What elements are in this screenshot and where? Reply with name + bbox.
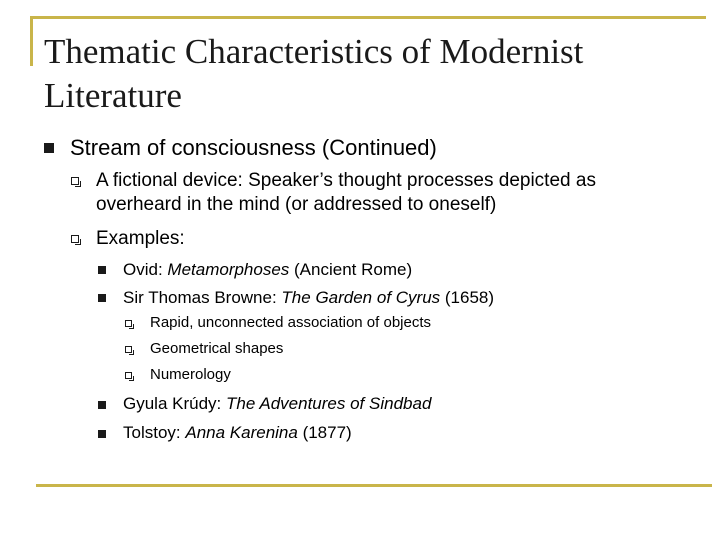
example-work: Anna Karenina [185, 423, 298, 442]
example-author: Sir Thomas Browne: [123, 288, 282, 307]
example-ovid [123, 258, 412, 282]
square-bullet-icon [98, 430, 106, 438]
frame-bottom-line [36, 484, 712, 487]
square-bullet-icon [98, 266, 106, 274]
example-krudy [123, 392, 431, 416]
example-work: The Garden of Cyrus [281, 288, 441, 307]
example-note: (1658) [440, 288, 495, 307]
slide-title: Thematic Characteristics of Modernist Literature [44, 32, 584, 115]
browne-sub-item: Numerology [150, 366, 231, 383]
square-bullet-icon [98, 294, 106, 302]
checkbox-bullet-icon [125, 320, 132, 327]
square-bullet-icon [44, 143, 54, 153]
bullet-fictional-device: A fictional device: Speaker’s thought processes depicted as overheard in the mind (or addressed to oneself) [96, 170, 596, 215]
frame-left-line [30, 16, 33, 66]
frame-top-line [30, 16, 706, 19]
example-work: Metamorphoses [167, 260, 290, 279]
checkbox-bullet-icon [71, 235, 79, 243]
example-work: The Adventures of Sindbad [226, 394, 432, 413]
bullet-examples: Examples: [96, 228, 185, 249]
example-author: Gyula Krúdy: [123, 394, 226, 413]
example-browne [123, 286, 494, 310]
example-note: (Ancient Rome) [289, 260, 413, 279]
checkbox-bullet-icon [125, 372, 132, 379]
example-tolstoy [123, 421, 352, 445]
example-author: Ovid: [123, 260, 168, 279]
example-author: Tolstoy: [123, 423, 186, 442]
checkbox-bullet-icon [125, 346, 132, 353]
checkbox-bullet-icon [71, 177, 79, 185]
browne-sub-item: Geometrical shapes [150, 340, 284, 357]
square-bullet-icon [98, 401, 106, 409]
browne-sub-item: Rapid, unconnected association of objects [150, 314, 432, 331]
example-note: (1877) [297, 423, 352, 442]
bullet-stream-of-consciousness: Stream of consciousness (Continued) [70, 135, 437, 160]
